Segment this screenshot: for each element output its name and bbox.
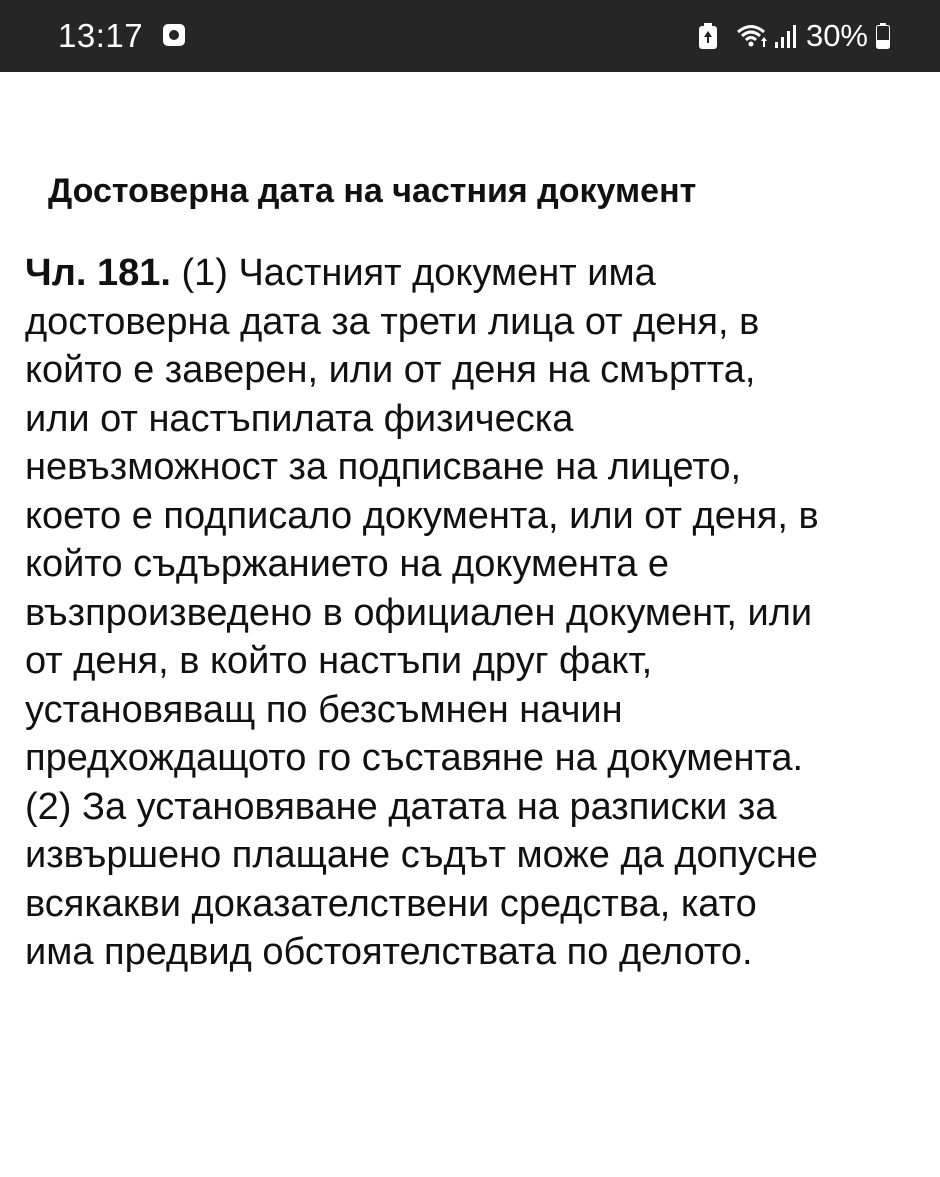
document-content xyxy=(25,165,825,977)
article-paragraph-2: (2) За установяване датата на разписки за извършено плащане съдът може да допусне всякакви доказателствени средства, като има предвид обстоятелствата по делото. xyxy=(25,785,818,973)
article-paragraph-1 xyxy=(25,249,825,783)
signal-icon xyxy=(774,24,796,48)
paragraph-1-text: (1) Частният документ има достоверна дата за трети лица от деня, в който е заверен, или от деня на смъртта, или от настъпилата физическа невъзможност за подписване на лицето, което е подписало документа, или от деня, в който съдържанието на документа е възпроизведено в официален документ, или от деня, в който настъпи друг факт, установяващ по безсъмнен начин предхождащото го съставяне на документа. xyxy=(25,252,819,779)
article-number: Чл. 181. xyxy=(25,252,171,294)
battery-icon xyxy=(876,23,890,49)
article xyxy=(25,249,825,977)
status-time: 13:17 xyxy=(58,17,144,54)
battery-percent: 30% xyxy=(805,18,868,53)
status-bar xyxy=(0,0,940,72)
status-icons xyxy=(698,16,890,56)
notification-icon xyxy=(163,24,185,46)
wifi-icon xyxy=(736,23,770,49)
document-heading: Достоверна дата на частния документ xyxy=(48,172,697,210)
battery-saver-icon xyxy=(698,23,718,49)
